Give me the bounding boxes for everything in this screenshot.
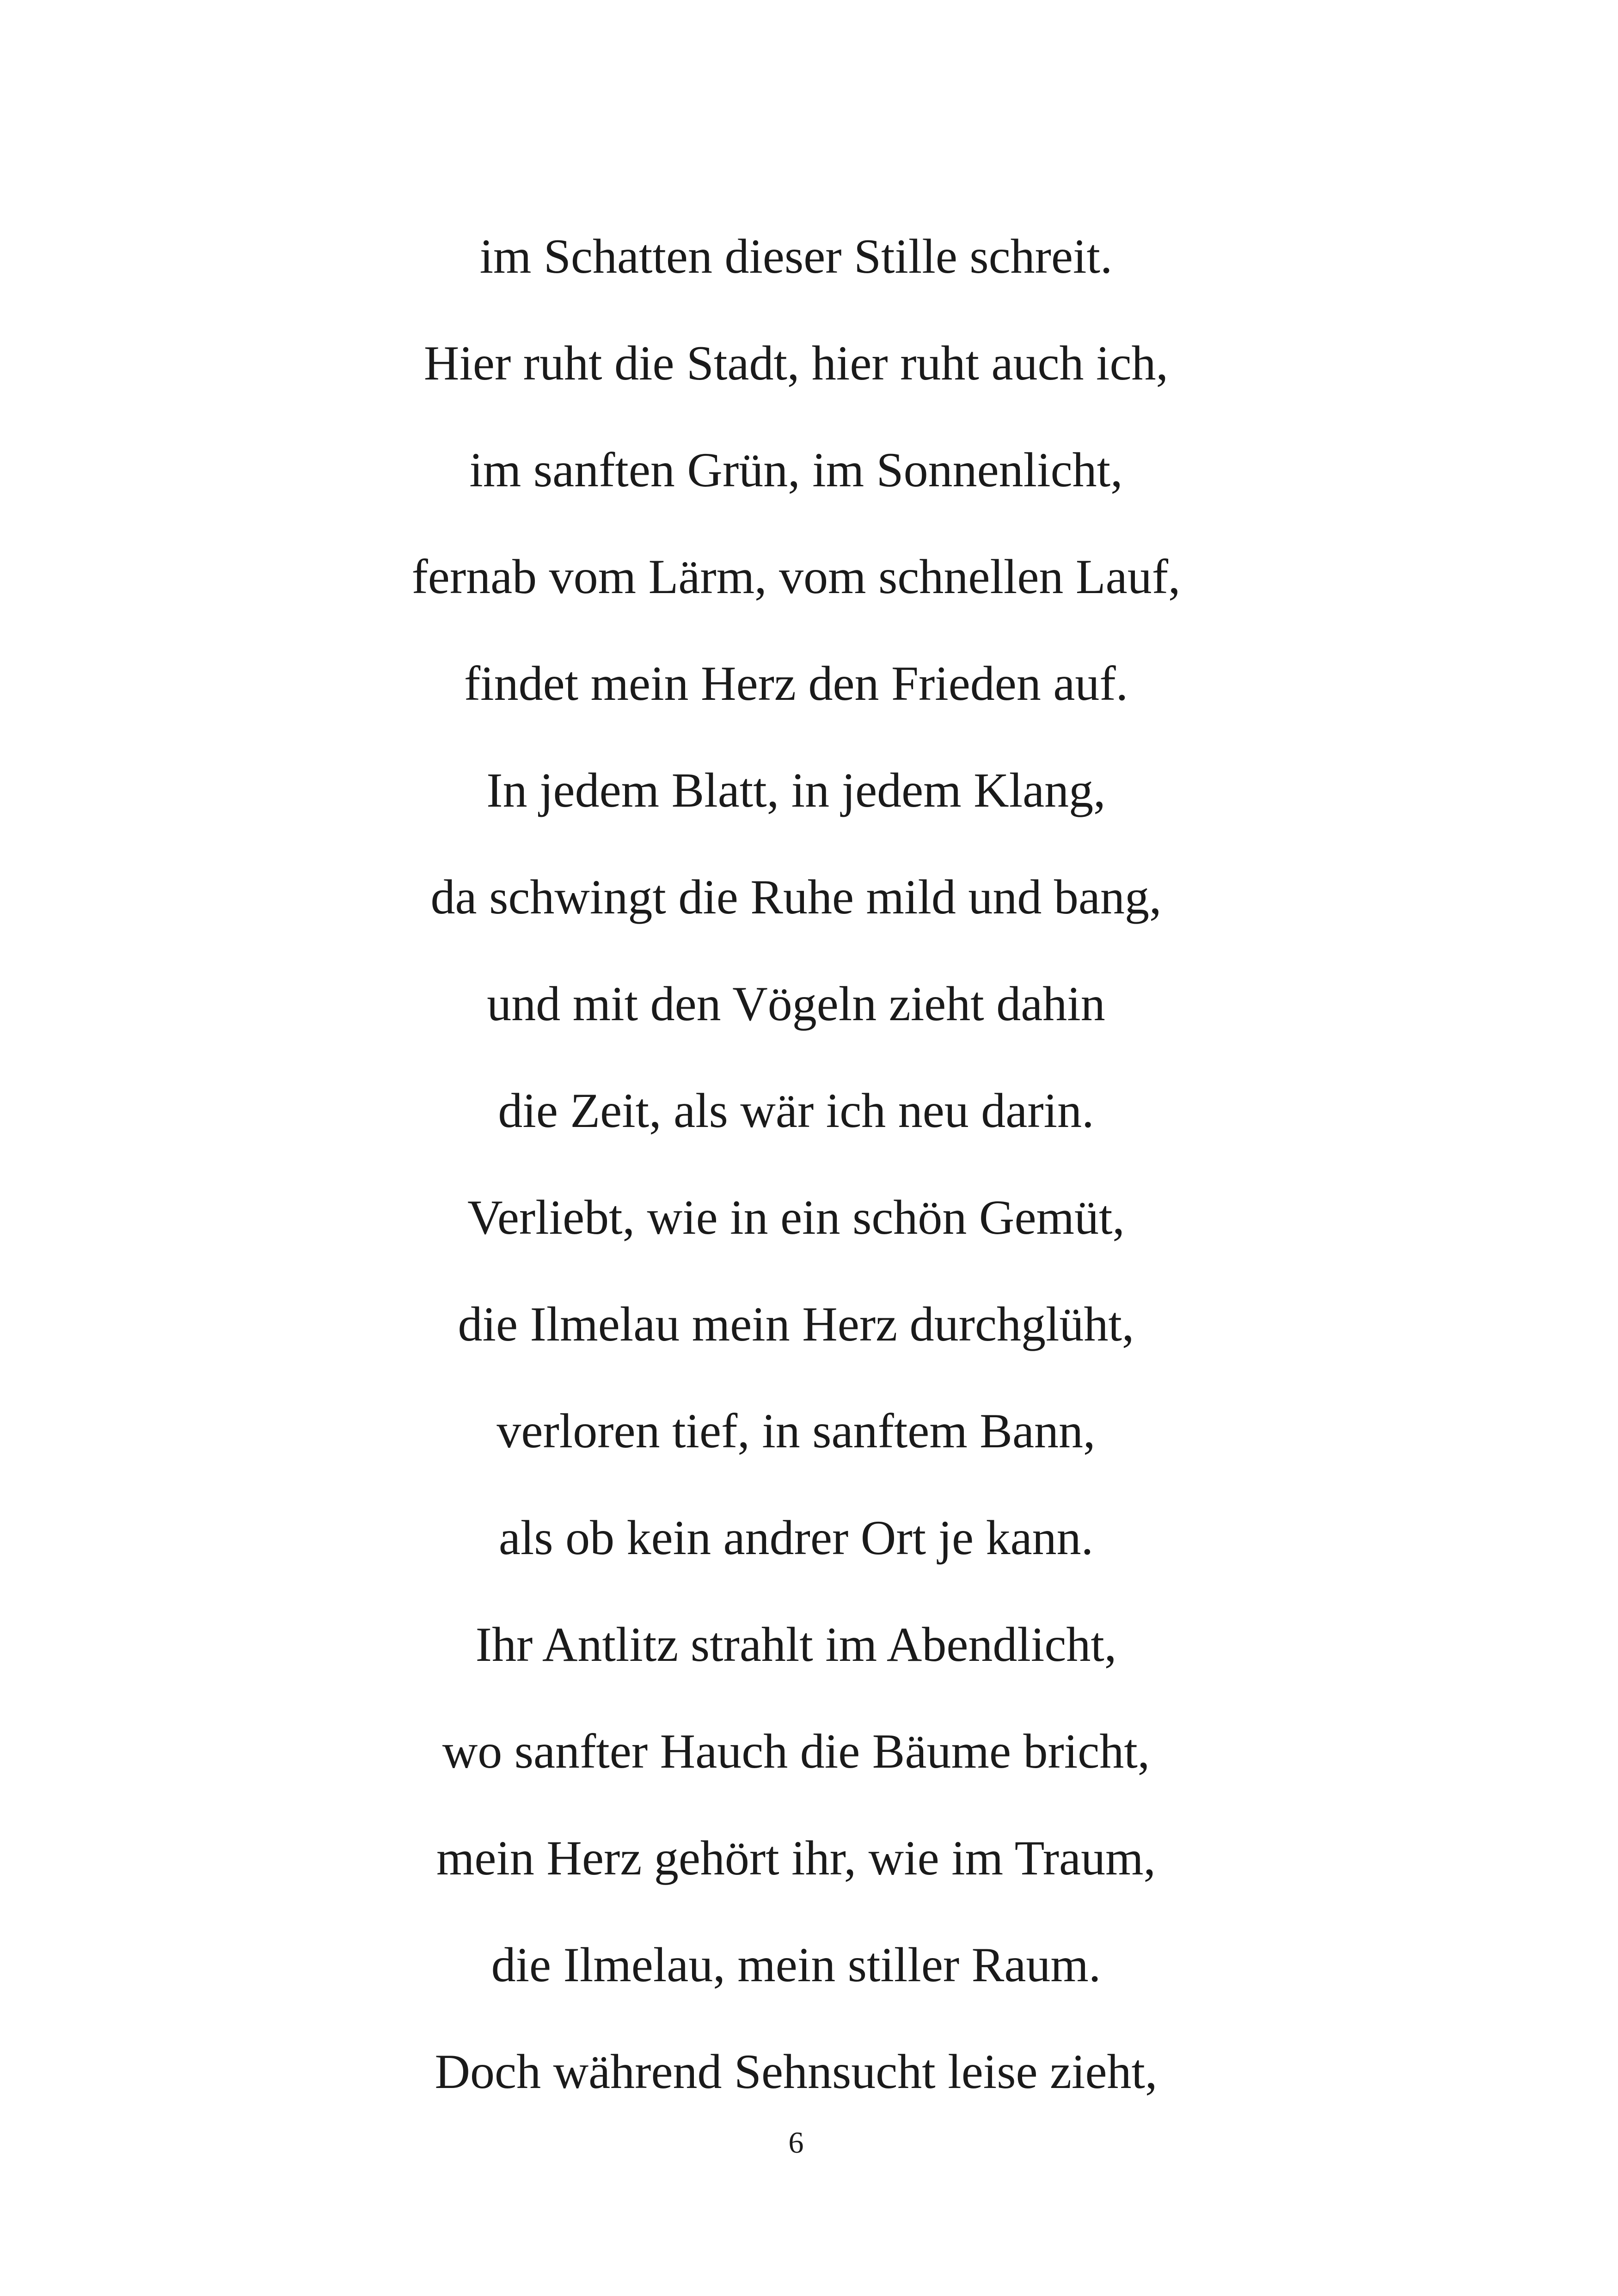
poem-line: da schwingt die Ruhe mild und bang, [430, 870, 1162, 924]
poem-line: Hier ruht die Stadt, hier ruht auch ich, [423, 336, 1169, 390]
poem-line: mein Herz gehört ihr, wie im Traum, [436, 1831, 1156, 1885]
poem-line: fernab vom Lärm, vom schnellen Lauf, [411, 550, 1181, 604]
poem-line: findet mein Herz den Frieden auf. [464, 656, 1128, 710]
poem-line: im Schatten dieser Stille schreit. [479, 229, 1113, 283]
page-number: 6 [788, 2126, 804, 2160]
poem-line: die Ilmelau mein Herz durchglüht, [458, 1297, 1134, 1351]
poem-line: Ihr Antlitz strahlt im Abendlicht, [475, 1617, 1117, 1671]
poem-line: Verliebt, wie in ein schön Gemüt, [467, 1190, 1125, 1244]
poem-line: wo sanfter Hauch die Bäume bricht, [442, 1724, 1150, 1778]
poem-line: im sanften Grün, im Sonnenlicht, [469, 443, 1123, 497]
poem-line: die Ilmelau, mein stiller Raum. [491, 1938, 1101, 1992]
poem-line: verloren tief, in sanftem Bann, [496, 1404, 1096, 1458]
poem-line: Doch während Sehnsucht leise zieht, [435, 2045, 1158, 2099]
poem-line: und mit den Vögeln zieht dahin [487, 977, 1105, 1031]
poem-line: die Zeit, als wär ich neu darin. [498, 1084, 1094, 1138]
poem-line: als ob kein andrer Ort je kann. [498, 1511, 1094, 1565]
poem-text [0, 227, 1618, 2149]
poem-line: In jedem Blatt, in jedem Klang, [486, 763, 1106, 817]
